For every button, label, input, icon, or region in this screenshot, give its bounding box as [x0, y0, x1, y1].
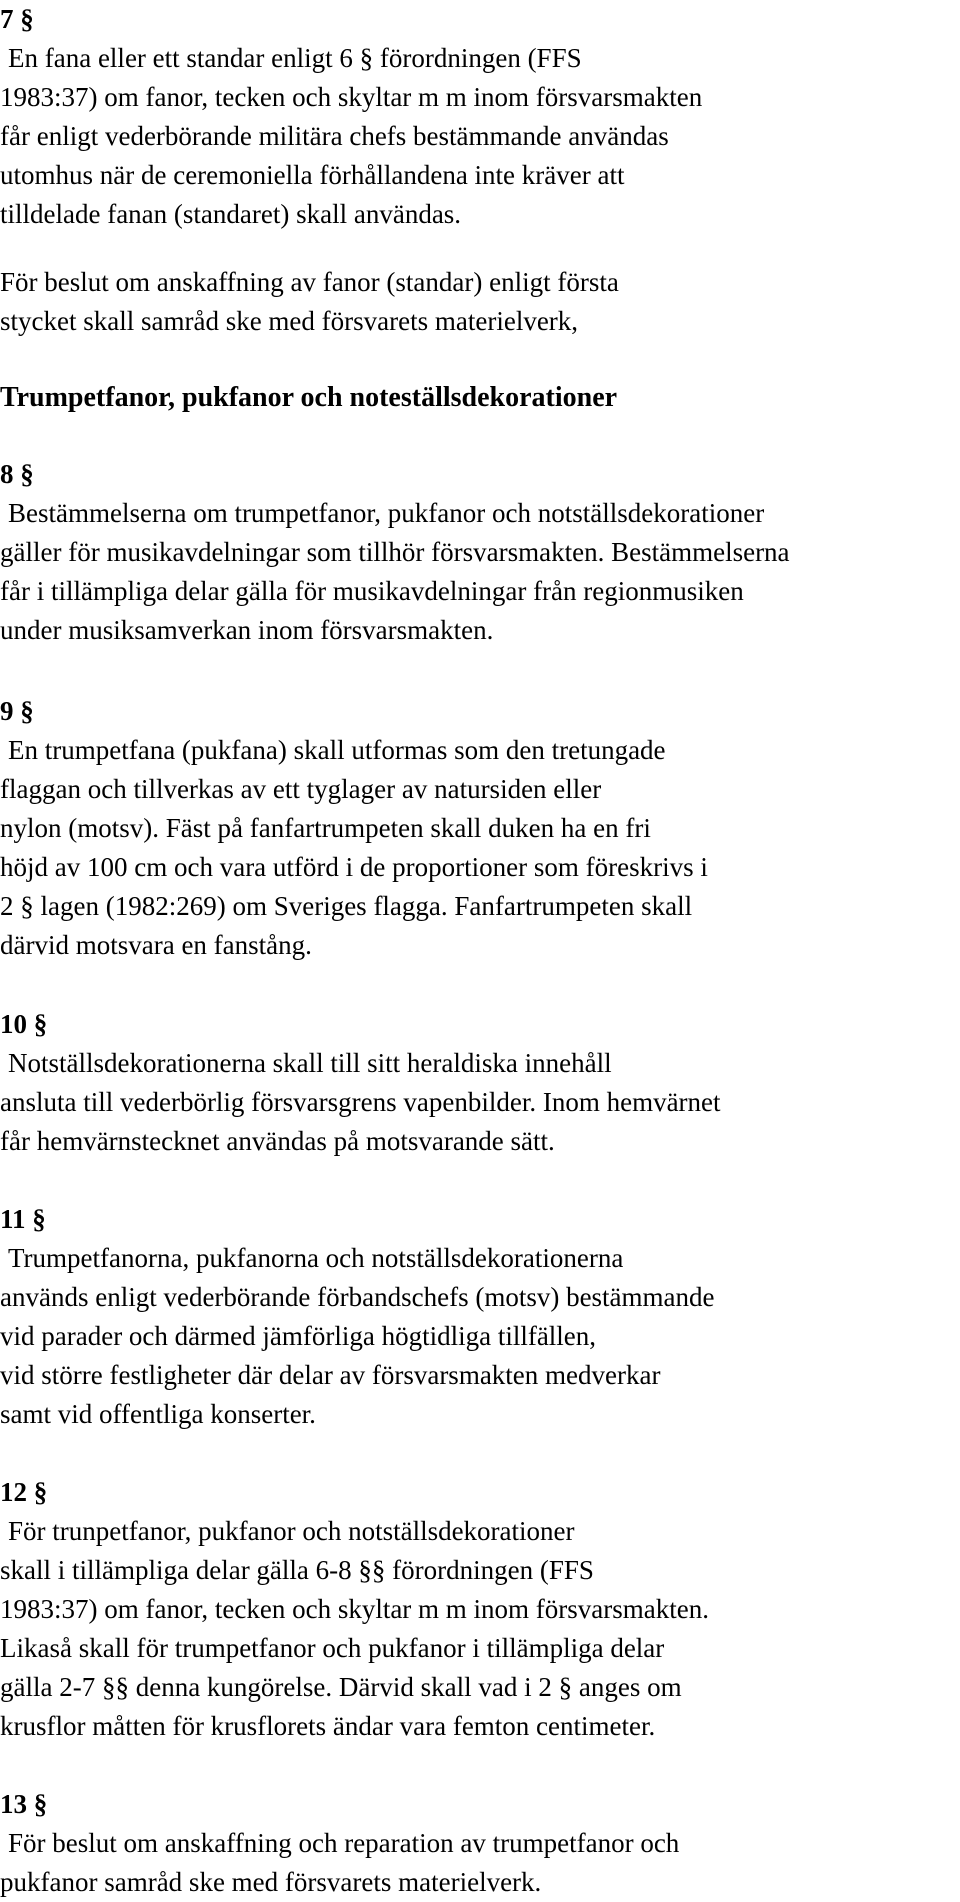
paragraph-line: skall i tillämpliga delar gälla 6-8 §§ förordningen (FFS	[0, 1555, 594, 1585]
section-heading: 11 §	[0, 1204, 46, 1234]
section-heading: 9 §	[0, 696, 34, 726]
paragraph-line: Bestämmelserna om trumpetfanor, pukfanor och notställsdekorationer	[8, 498, 765, 528]
section-11	[0, 1200, 960, 1434]
paragraph-line: ansluta till vederbörlig försvarsgrens vapenbilder. Inom hemvärnet	[0, 1087, 721, 1117]
paragraph-line: vid större festligheter där delar av försvarsmakten medverkar	[0, 1360, 661, 1390]
section-heading: 7 §	[0, 4, 34, 34]
paragraph-line: För beslut om anskaffning av fanor (standar) enligt första	[0, 267, 619, 297]
paragraph-line: höjd av 100 cm och vara utförd i de proportioner som föreskrivs i	[0, 852, 708, 882]
paragraph-line: 1983:37) om fanor, tecken och skyltar m m inom försvarsmakten.	[0, 1594, 710, 1624]
section-heading: 8 §	[0, 459, 34, 489]
section-12	[0, 1473, 960, 1746]
paragraph-line: Likaså skall för trumpetfanor och pukfanor i tillämpliga delar	[0, 1633, 665, 1663]
section-8	[0, 455, 960, 650]
section-heading: 13 §	[0, 1789, 48, 1819]
chapter-heading: Trumpetfanor, pukfanor och noteställsdekorationer	[0, 382, 618, 413]
paragraph-line: tilldelade fanan (standaret) skall användas.	[0, 199, 462, 229]
section-heading: 12 §	[0, 1477, 48, 1507]
paragraph-line: får i tillämpliga delar gälla för musikavdelningar från regionmusiken	[0, 576, 744, 606]
paragraph-line: får enligt vederbörande militära chefs bestämmande användas	[0, 121, 669, 151]
paragraph-line: En fana eller ett standar enligt 6 § förordningen (FFS	[8, 43, 582, 73]
section-13	[0, 1785, 960, 1902]
paragraph-line: 1983:37) om fanor, tecken och skyltar m m inom försvarsmakten	[0, 82, 703, 112]
section-7	[0, 0, 960, 234]
paragraph-line: En trumpetfana (pukfana) skall utformas som den tretungade	[8, 735, 666, 765]
paragraph-line: flaggan och tillverkas av ett tyglager av natursiden eller	[0, 774, 602, 804]
paragraph-line: samt vid offentliga konserter.	[0, 1399, 316, 1429]
paragraph-line: Trumpetfanorna, pukfanorna och notställsdekorationerna	[8, 1243, 624, 1273]
section-10	[0, 1005, 960, 1161]
paragraph-line: gäller för musikavdelningar som tillhör försvarsmakten. Bestämmelserna	[0, 537, 790, 567]
section-7-paragraph-2	[0, 263, 960, 341]
section-9	[0, 692, 960, 965]
paragraph-line: pukfanor samråd ske med försvarets materielverk.	[0, 1867, 542, 1897]
section-heading: 10 §	[0, 1009, 48, 1039]
paragraph-line: vid parader och därmed jämförliga högtidliga tillfällen,	[0, 1321, 597, 1351]
paragraph-line: får hemvärnstecknet användas på motsvarande sätt.	[0, 1126, 555, 1156]
paragraph-line: Notställsdekorationerna skall till sitt heraldiska innehåll	[8, 1048, 612, 1078]
paragraph-line: används enligt vederbörande förbandschefs (motsv) bestämmande	[0, 1282, 715, 1312]
paragraph-line: krusflor måtten för krusflorets ändar vara femton centimeter.	[0, 1711, 656, 1741]
paragraph-line: stycket skall samråd ske med försvarets materielverk,	[0, 306, 579, 336]
paragraph-line: utomhus när de ceremoniella förhållandena inte kräver att	[0, 160, 625, 190]
paragraph-line: 2 § lagen (1982:269) om Sveriges flagga. Fanfartrumpeten skall	[0, 891, 693, 921]
paragraph-line: under musiksamverkan inom försvarsmakten.	[0, 615, 494, 645]
paragraph-line: För beslut om anskaffning och reparation av trumpetfanor och	[8, 1828, 680, 1858]
paragraph-line: För trunpetfanor, pukfanor och notställsdekorationer	[8, 1516, 575, 1546]
paragraph-line: därvid motsvara en fanstång.	[0, 930, 312, 960]
paragraph-line: nylon (motsv). Fäst på fanfartrumpeten skall duken ha en fri	[0, 813, 651, 843]
chapter-heading-block	[0, 378, 960, 417]
paragraph-line: gälla 2-7 §§ denna kungörelse. Därvid skall vad i 2 § anges om	[0, 1672, 682, 1702]
